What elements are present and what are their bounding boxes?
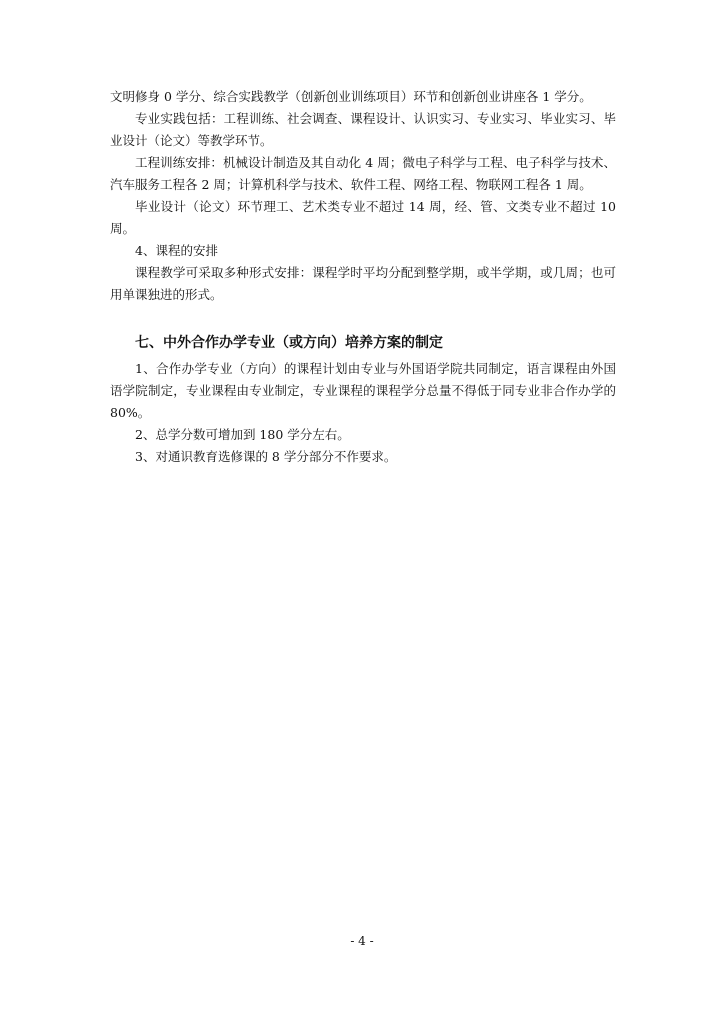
paragraph-course-arrangement: 课程教学可采取多种形式安排：课程学时平均分配到整学期，或半学期，或几周；也可用单课独进的形式。: [110, 265, 616, 302]
document-body: [110, 86, 616, 468]
subheading-course-arrangement: 4、课程的安排: [135, 243, 218, 258]
paragraph-engineering-training: 工程训练安排：机械设计制造及其自动化 4 周；微电子科学与工程、电子科学与技术、汽车服务工程各 2 周；计算机科学与技术、软件工程、网络工程、物联网工程各 1 周。: [110, 155, 616, 192]
paragraph-cooperative-curriculum: 1、合作办学专业（方向）的课程计划由专业与外国语学院共同制定，语言课程由外国语学院制定，专业课程由专业制定，专业课程的课程学分总量不得低于同专业非合作办学的 80%。: [110, 361, 616, 420]
page-number: - 4 -: [350, 934, 374, 948]
section-heading-cooperative-programs: 七、中外合作办学专业（或方向）培养方案的制定: [135, 335, 443, 351]
paragraph-professional-practice: 专业实践包括：工程训练、社会调查、课程设计、认识实习、专业实习、毕业实习、毕业设计（论文）等教学环节。: [110, 111, 616, 148]
paragraph-graduation-design: 毕业设计（论文）环节理工、艺术类专业不超过 14 周，经、管、文类专业不超过 10 周。: [110, 199, 616, 236]
paragraph-total-credits: 2、总学分数可增加到 180 学分左右。: [135, 427, 350, 442]
paragraph-general-electives: 3、对通识教育选修课的 8 学分部分不作要求。: [135, 449, 397, 464]
paragraph-credits: 文明修身 0 学分、综合实践教学（创新创业训练项目）环节和创新创业讲座各 1 学分。: [110, 89, 592, 104]
